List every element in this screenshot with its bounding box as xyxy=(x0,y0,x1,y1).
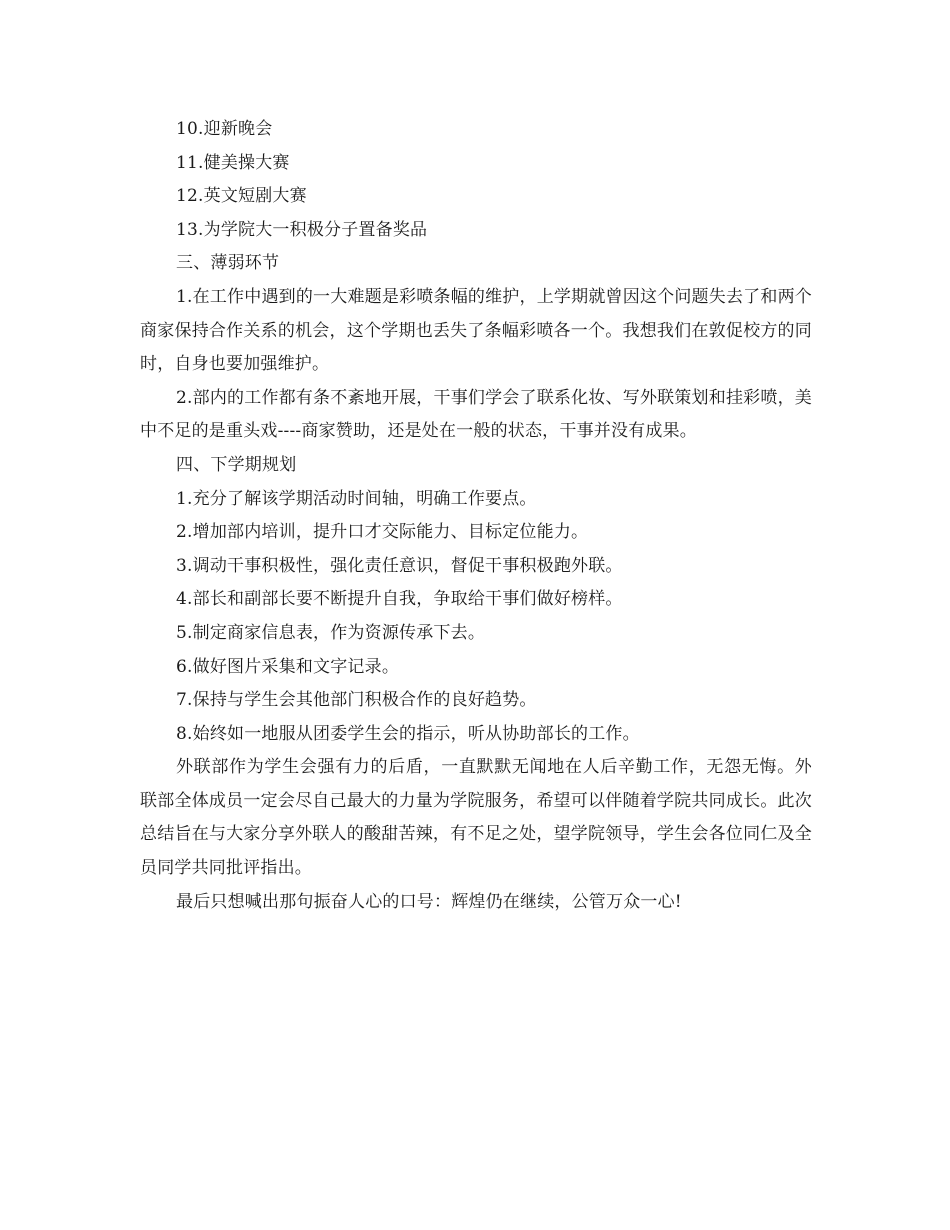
section-heading-weaknesses: 三、薄弱环节 xyxy=(176,253,280,274)
plan-item-7: 7.保持与学生会其他部门积极合作的良好趋势。 xyxy=(176,690,537,711)
list-item-prizes: 13.为学院大一积极分子置备奖品 xyxy=(176,219,428,240)
list-item-aerobics: 11.健美操大赛 xyxy=(176,152,290,173)
closing-paragraph: 外联部作为学生会强有力的后盾，一直默默无闻地在人后辛勤工作，无怨无悔。外联部全体成员一定会尽自己最大的力量为学院服务，希望可以伴随着学院共同成长。此次总结旨在与大家分享外联人的酸甜苦辣，有不足之处，望学院领导，学生会各位同仁及全员同学共同批评指出。 xyxy=(140,757,812,879)
plan-item-5: 5.制定商家信息表，作为资源传承下去。 xyxy=(176,622,486,643)
plan-item-8: 8.始终如一地服从团委学生会的指示，听从协助部长的工作。 xyxy=(176,723,640,744)
plan-item-6: 6.做好图片采集和文字记录。 xyxy=(176,656,400,677)
closing-slogan: 最后只想喊出那句振奋人心的口号：辉煌仍在继续，公管万众一心! xyxy=(176,891,682,912)
plan-item-2: 2.增加部内培训，提升口才交际能力、目标定位能力。 xyxy=(176,522,589,543)
weakness-paragraph-1: 1.在工作中遇到的一大难题是彩喷条幅的维护，上学期就曾因这个问题失去了和两个商家保持合作关系的机会，这个学期也丢失了条幅彩喷各一个。我想我们在敦促校方的同时，自身也要加强维护。 xyxy=(140,286,812,375)
section-heading-plan: 四、下学期规划 xyxy=(176,454,297,475)
list-item-evening-party: 10.迎新晚会 xyxy=(176,119,273,139)
plan-item-3: 3.调动干事积极性，强化责任意识，督促干事积极跑外联。 xyxy=(176,555,623,576)
plan-item-1: 1.充分了解该学期活动时间轴，明确工作要点。 xyxy=(176,488,537,509)
list-item-english-drama: 12.英文短剧大赛 xyxy=(176,186,307,207)
plan-item-4: 4.部长和副部长要不断提升自我，争取给干事们做好榜样。 xyxy=(176,589,623,610)
weakness-paragraph-2: 2.部内的工作都有条不紊地开展，干事们学会了联系化妆、写外联策划和挂彩喷，美中不足的是重头戏----商家赞助，还是处在一般的状态，干事并没有成果。 xyxy=(140,387,812,442)
document-body xyxy=(140,113,812,919)
